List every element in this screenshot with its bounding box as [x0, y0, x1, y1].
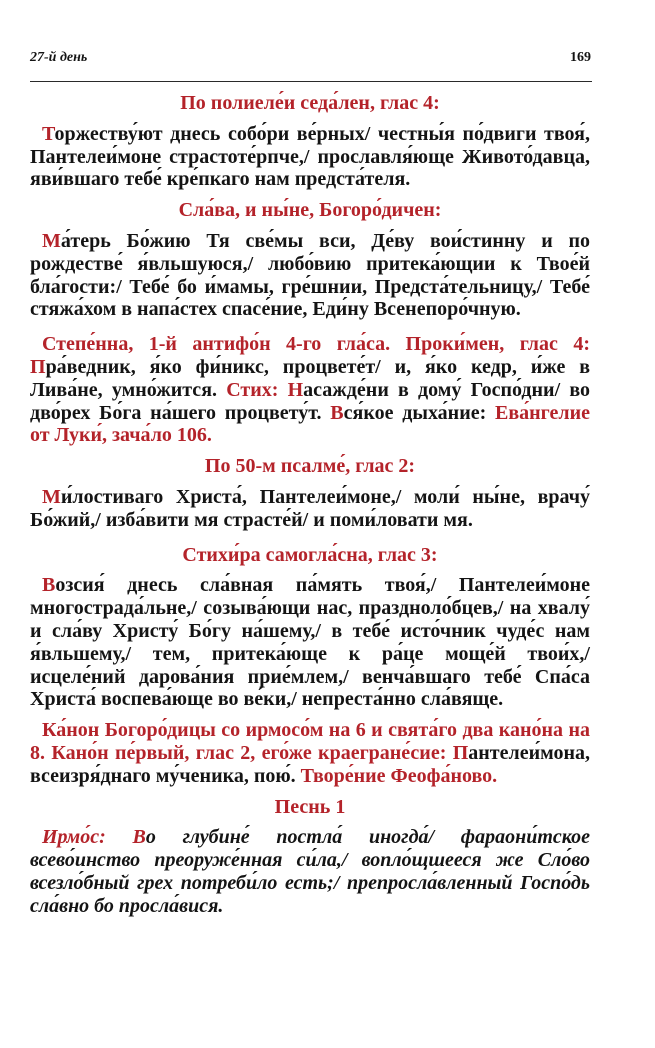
- paragraph-psalm50: [30, 486, 590, 532]
- initial-letter: В: [42, 574, 56, 597]
- paragraph-text: ра́ведник, я́ко фи́никс, процвете́т/ и, я́ко кедр, и́же в Лива́не, умно́жится.: [30, 355, 590, 401]
- rubric: Творе́ние Феофа́ново.: [300, 764, 498, 787]
- rubric: Степе́нна, 1-й антифо́н 4-го гла́са. Проки́мен, глас 4: П: [30, 333, 590, 378]
- page-body: [30, 92, 590, 918]
- paragraph-text: антелеи́мона, всеизря́днаго му́ченика, пою́.: [30, 741, 590, 787]
- rubric: В: [330, 401, 344, 424]
- paragraph-prokimen: [30, 333, 590, 447]
- running-header: [30, 50, 591, 66]
- heading-psalm50: По 50-м псалме́, глас 2:: [204, 455, 416, 478]
- paragraph-text: асажде́ни в дому́ Госпо́дни/ во дво́рех Бо́га на́шего процвету́т.: [30, 378, 590, 424]
- paragraph-text: а́терь Бо́жию Тя све́мы вси, Де́ву вои́стинну и по рождестве́ я́вльшуюся,/ любо́вию притека́ющии к Твое́й бла́гости:/ Тебе́ бо и́мамы, гре́шнии, Предста́тельницу,/ Тебе́ стяжа́хом в напа́стех спасе́ние, Еди́ну Всенепоро́чную.: [30, 229, 590, 321]
- paragraph-text: озсия́ днесь сла́вная па́мять твоя́,/ Пантелеи́моне многострада́льне,/ созыва́ющи нас, праздноло́бцев,/ на хвалу́ и сла́ву Христу́ Бо́гу на́шему,/ в тебе́ исто́чник чуде́с нам я́вльшему,/ тем, притека́юще к ра́це моще́й твои́х,/ исцеле́ний дарова́ния прие́млем,/ венча́вшаго тебе́ Спа́са Христа́ воспева́юще во ве́ки,/ непреста́нно сла́вяще.: [30, 574, 590, 711]
- paragraph-text: ся́кое дыха́ние:: [343, 401, 496, 424]
- paragraph-text: и́лостиваго Христа́, Пантелеи́моне,/ моли́ ны́не, врачу́ Бо́жий,/ изба́вити мя страсте́й/ и поми́ловати мя.: [30, 485, 590, 531]
- paragraph-troparion: [30, 123, 590, 191]
- initial-letter: М: [42, 229, 61, 252]
- initial-letter: М: [42, 485, 61, 508]
- heading-ode1: Песнь 1: [274, 795, 346, 818]
- header-day: 27-й день: [30, 50, 88, 65]
- paragraph-irmos: [30, 826, 590, 917]
- rubric: Ка́нон Богоро́дицы со ирмосо́м на 6 и свята́го два кано́на на 8. Кано́н пе́рвый, глас 2, его́же краегране́сие: П: [30, 719, 590, 764]
- rubric: Ирмо́с: В: [42, 826, 146, 849]
- rubric: Ева́нгелие от Луки́, зача́ло 106.: [30, 401, 590, 447]
- initial-letter: Т: [42, 122, 55, 145]
- heading-stichera: Стихи́ра самогла́сна, глас 3:: [182, 543, 438, 566]
- paragraph-canon: [30, 719, 590, 787]
- paragraph-stichera: [30, 574, 590, 711]
- paragraph-text: о глубине́ постла́ иногда́/ фараони́тское всево́инство преоруже́нная си́ла,/ вопло́щшееся же Сло́во всезло́бный грех потреби́ло есть;/ препросла́вленный Госпо́дь сла́вно бо просла́вися.: [30, 826, 591, 917]
- paragraph-bogorodichen: [30, 230, 590, 321]
- paragraph-text: оржеству́ют днесь собо́ри ве́рных/ честны́я по́двиги твоя́, Пантелеи́моне страстоте́рпче,/ прославля́юще Живото́давца, яви́вшаго тебе́ кре́пкаго нам предста́теля.: [30, 122, 590, 191]
- rubric: Стих: Н: [226, 378, 304, 401]
- header-rule: [30, 81, 592, 82]
- heading-slava: Сла́ва, и ны́не, Богоро́дичен:: [178, 199, 442, 222]
- page-number: 169: [570, 50, 591, 65]
- heading-sedalen: По полиеле́и седа́лен, глас 4:: [180, 92, 440, 114]
